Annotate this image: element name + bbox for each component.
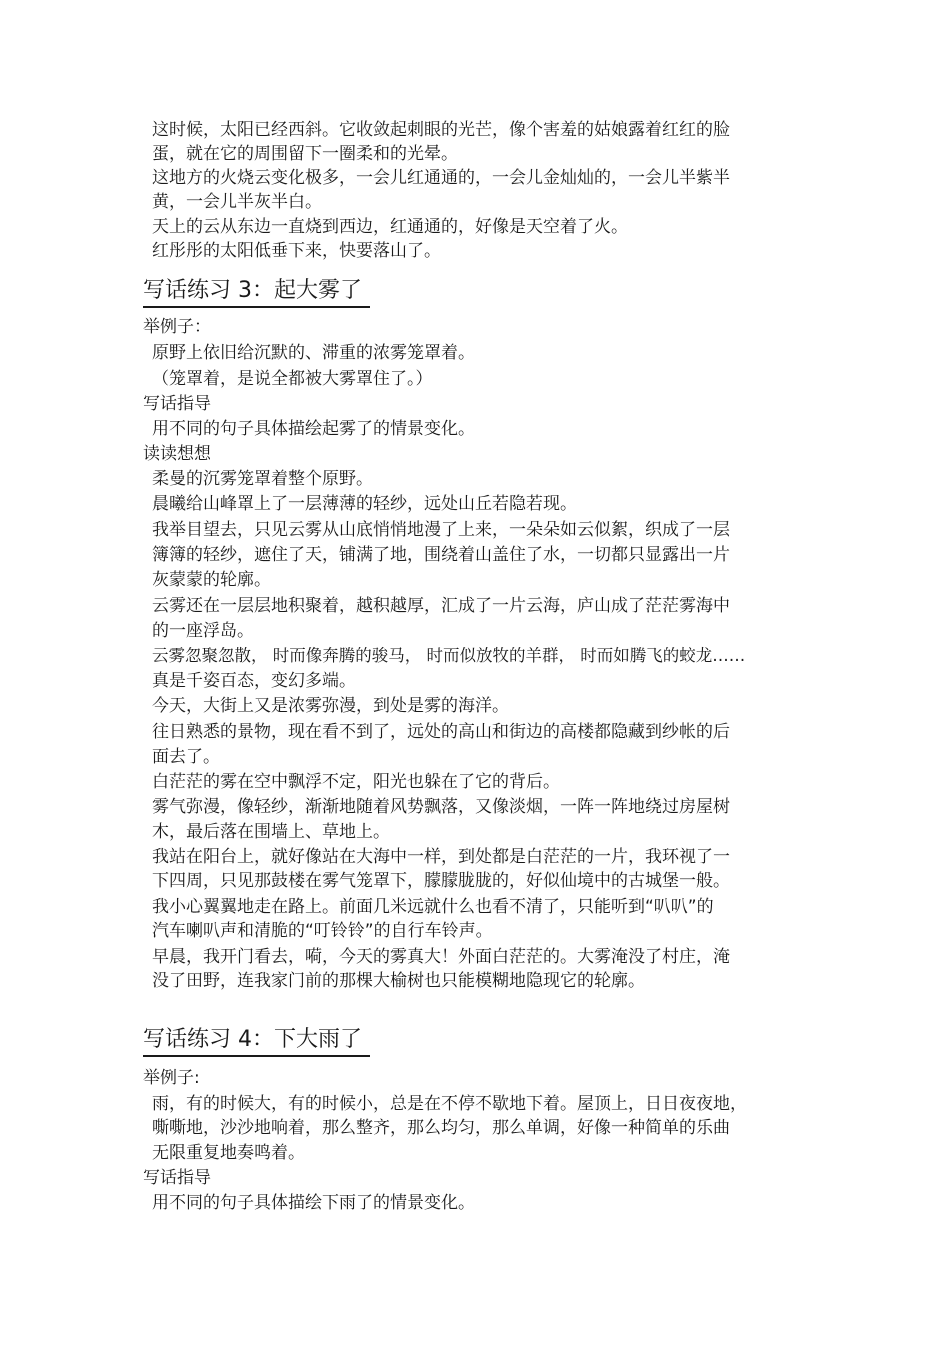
read-line: 灰蒙蒙的轮廓。	[152, 570, 271, 590]
intro-line: 红彤彤的太阳低垂下来，快要落山了。	[152, 241, 441, 261]
read-line: 晨曦给山峰罩上了一层薄薄的轻纱，远处山丘若隐若现。	[152, 494, 577, 514]
read-line: 下四周，只见那鼓楼在雾气笼罩下，朦朦胧胧的，好似仙境中的古城堡一般。	[152, 871, 730, 891]
read-line: 雾气弥漫，像轻纱，渐渐地随着风势飘落，又像淡烟，一阵一阵地绕过房屋树	[152, 797, 730, 817]
intro-line: 蛋，就在它的周围留下一圈柔和的光晕。	[152, 144, 458, 164]
read-line: 簿簿的轻纱，遮住了天，铺满了地，围绕着山盖住了水，一切都只显露出一片	[152, 545, 730, 565]
example-line: 嘶嘶地，沙沙地响着，那么整齐，那么均匀，那么单调，好像一种简单的乐曲	[152, 1118, 730, 1138]
read-line: 今天，大街上又是浓雾弥漫，到处是雾的海洋。	[152, 696, 509, 716]
example-label: 举例子:	[143, 1068, 200, 1088]
read-line: 汽车喇叭声和清脆的“叮铃铃”的自行车铃声。	[152, 921, 493, 941]
guide-label: 写话指导	[143, 1168, 211, 1188]
read-line: 白茫茫的雾在空中飘浮不定，阳光也躲在了它的背后。	[152, 772, 560, 792]
guide-text: 用不同的句子具体描绘起雾了的情景变化。	[152, 419, 475, 439]
read-line: 我站在阳台上，就好像站在大海中一样，到处都是白茫茫的一片，我环视了一	[152, 847, 730, 867]
guide-text: 用不同的句子具体描绘下雨了的情景变化。	[152, 1193, 475, 1213]
read-line: 往日熟悉的景物，现在看不到了，远处的高山和街边的高楼都隐藏到纱帐的后	[152, 722, 730, 742]
example-line: （笼罩着，是说全都被大雾罩住了。）	[152, 369, 433, 389]
read-line: 云雾忽聚忽散， 时而像奔腾的骏马， 时而似放牧的羊群， 时而如腾飞的蛟龙……	[152, 646, 746, 665]
read-label: 读读想想	[143, 444, 211, 464]
read-line: 面去了。	[152, 747, 220, 767]
guide-label: 写话指导	[143, 394, 211, 414]
read-line: 云雾还在一层层地积聚着，越积越厚，汇成了一片云海，庐山成了茫茫雾海中	[152, 596, 730, 616]
read-line: 木，最后落在围墙上、草地上。	[152, 822, 390, 842]
read-line: 真是千姿百态，变幻多端。	[152, 671, 356, 691]
intro-line: 黄，一会儿半灰半白。	[152, 192, 322, 212]
intro-line: 天上的云从东边一直烧到西边，红通通的，好像是天空着了火。	[152, 217, 628, 237]
intro-line: 这地方的火烧云变化极多，一会儿红通通的，一会儿金灿灿的，一会儿半紫半	[152, 168, 730, 188]
section-4-heading: 写话练习 4：下大雨了	[143, 1025, 370, 1057]
read-line: 柔曼的沉雾笼罩着整个原野。	[152, 469, 373, 489]
example-line: 雨，有的时候大，有的时候小，总是在不停不歇地下着。屋顶上，日日夜夜地，	[152, 1094, 747, 1114]
example-label: 举例子：	[143, 317, 211, 337]
read-line: 没了田野，连我家门前的那棵大榆树也只能模糊地隐现它的轮廓。	[152, 971, 645, 991]
read-line: 我小心翼翼地走在路上。前面几米远就什么也看不清了，只能听到“叭叭”的	[152, 897, 714, 917]
intro-line: 这时候，太阳已经西斜。它收敛起刺眼的光芒，像个害羞的姑娘露着红红的脸	[152, 120, 730, 140]
read-line: 早晨，我开门看去，嗬，今天的雾真大！外面白茫茫的。大雾淹没了村庄，淹	[152, 947, 730, 967]
example-line: 原野上依旧给沉默的、滞重的浓雾笼罩着。	[152, 343, 475, 363]
section-3-heading: 写话练习 3：起大雾了	[143, 276, 370, 308]
read-line: 的一座浮岛。	[152, 621, 254, 641]
read-line: 我举目望去，只见云雾从山底悄悄地漫了上来，一朵朵如云似絮，织成了一层	[152, 520, 730, 540]
example-line: 无限重复地奏鸣着。	[152, 1143, 305, 1163]
